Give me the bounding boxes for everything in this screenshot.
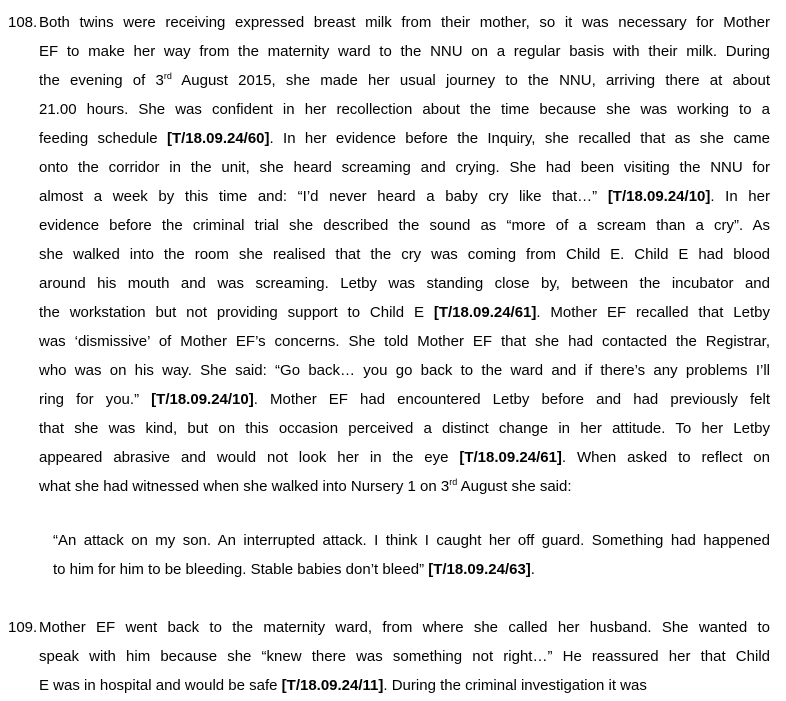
text-line: almost a week by this time and: “I’d never heard a baby cry like that…” [T/18.09.24/10]. In her: [39, 188, 770, 205]
text-line: what she had witnessed when she walked into Nursery 1 on 3rd August she said:: [39, 477, 572, 495]
citation-reference: [T/18.09.24/61]: [433, 304, 537, 321]
text-line: Both twins were receiving expressed breast milk from their mother, so it was necessary for Mother: [39, 14, 770, 31]
text-line: evidence before the criminal trial she described the sound as “more of a scream than a cry”. As: [39, 217, 770, 234]
document-body: [0, 8, 786, 700]
text-line: was ‘dismissive’ of Mother EF’s concerns. She told Mother EF that she had contacted the Registrar,: [39, 333, 770, 350]
text-line: speak with him because she “knew there was something not right…” He reassured her that Child: [39, 648, 770, 665]
citation-reference: [T/18.09.24/10]: [607, 188, 711, 205]
text-line: Mother EF went back to the maternity ward, from where she called her husband. She wanted to: [39, 619, 770, 636]
paragraph-number: 108.: [8, 14, 38, 31]
quote-block: [53, 526, 770, 584]
numbered-paragraph: [8, 8, 770, 501]
text-line: onto the corridor in the unit, she heard screaming and crying. She had been visiting the NNU for: [39, 159, 770, 176]
text-line: to him for him to be bleeding. Stable babies don’t bleed” [T/18.09.24/63].: [53, 561, 535, 578]
text-line: that she was kind, but on this occasion perceived a distinct change in her attitude. To her Letby: [39, 420, 770, 437]
text-line: feeding schedule [T/18.09.24/60]. In her evidence before the Inquiry, she recalled that as she came: [39, 130, 770, 147]
text-line: appeared abrasive and would not look her in the eye [T/18.09.24/61]. When asked to reflect on: [39, 449, 770, 466]
citation-reference: [T/18.09.24/60]: [166, 130, 270, 147]
text-line: 21.00 hours. She was confident in her recollection about the time because she was working to a: [39, 101, 770, 118]
citation-reference: [T/18.09.24/61]: [459, 449, 562, 466]
text-line: who was on his way. She said: “Go back… you go back to the ward and if there’s any problems I’ll: [39, 362, 770, 379]
citation-reference: [T/18.09.24/63]: [428, 561, 531, 578]
paragraph-number: 109.: [8, 619, 38, 636]
text-line: EF to make her way from the maternity ward to the NNU on a regular basis with their milk. During: [39, 43, 770, 60]
ordinal-suffix: rd: [449, 477, 458, 487]
ordinal-suffix: rd: [163, 71, 172, 81]
citation-reference: [T/18.09.24/10]: [151, 391, 254, 408]
numbered-paragraph: [8, 613, 770, 700]
text-line: she walked into the room she realised that the cry was coming from Child E. Child E had blood: [39, 246, 770, 263]
text-line: the workstation but not providing support to Child E [T/18.09.24/61]. Mother EF recalled that Letby: [39, 304, 770, 321]
text-line: E was in hospital and would be safe [T/18.09.24/11]. During the criminal investigation it was: [39, 677, 647, 694]
citation-reference: [T/18.09.24/11]: [281, 677, 384, 694]
text-line: around his mouth and was screaming. Letby was standing close by, between the incubator and: [39, 275, 770, 292]
text-line: ring for you.” [T/18.09.24/10]. Mother EF had encountered Letby before and had previously felt: [39, 391, 770, 408]
text-line: the evening of 3rd August 2015, she made her usual journey to the NNU, arriving there at about: [39, 71, 770, 89]
text-line: “An attack on my son. An interrupted attack. I think I caught her off guard. Something had happened: [53, 532, 770, 549]
